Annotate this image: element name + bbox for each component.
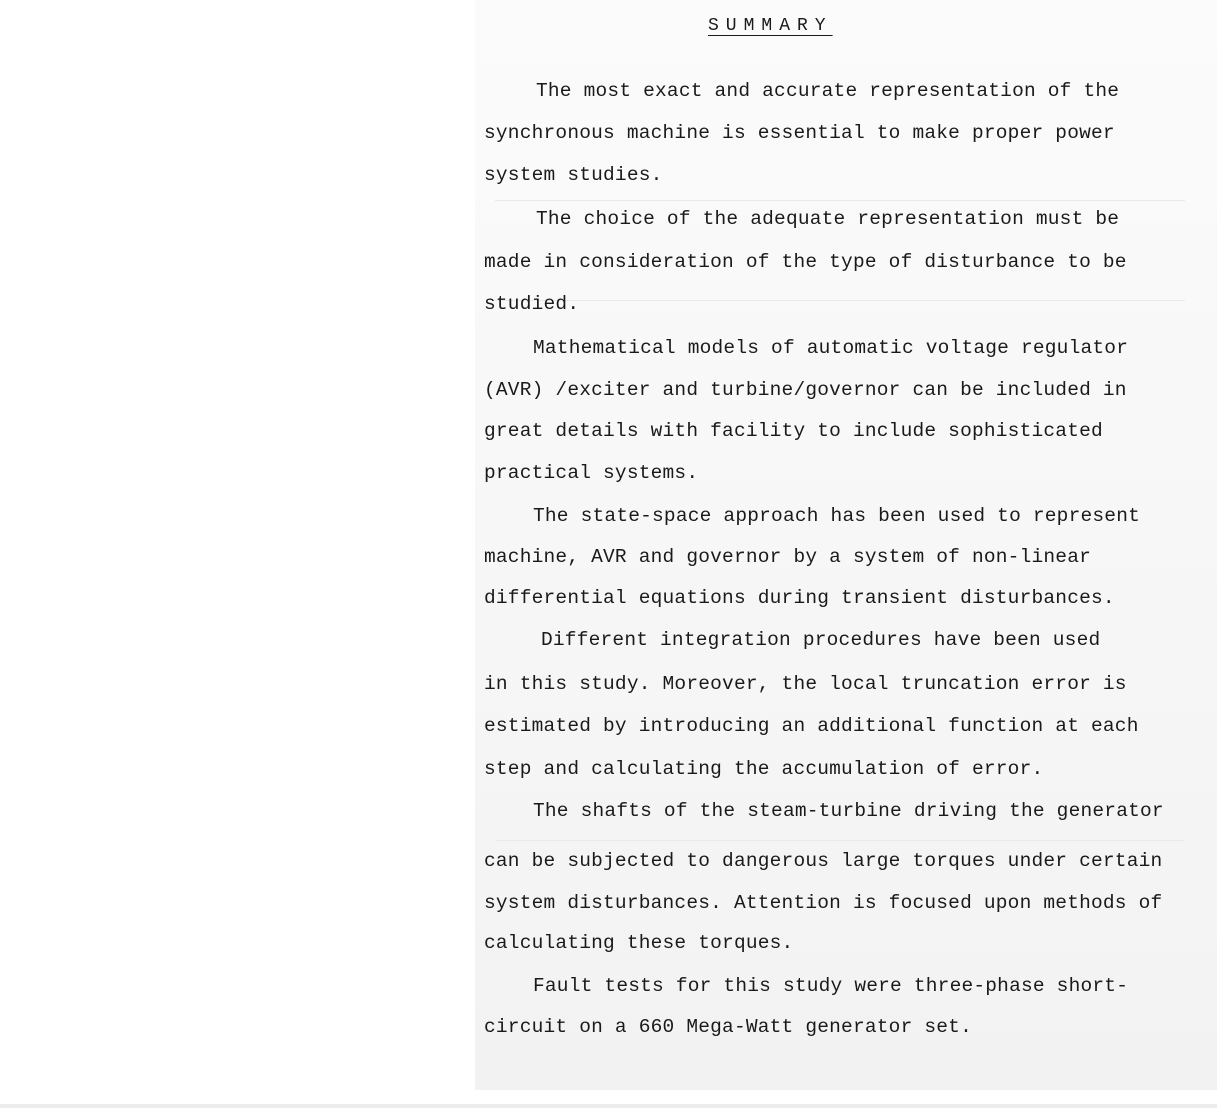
text-line: machine, AVR and governor by a system of non-linear xyxy=(484,546,1091,568)
text-line: system studies. xyxy=(484,164,663,186)
text-line: The most exact and accurate representation of the xyxy=(536,80,1120,102)
bleed-rule xyxy=(495,300,1185,301)
text-line: Fault tests for this study were three-phase short- xyxy=(533,975,1129,997)
bleed-rule xyxy=(495,840,1185,841)
text-line: Mathematical models of automatic voltage regulator xyxy=(533,337,1129,359)
text-line: The shafts of the steam-turbine driving the generator xyxy=(533,800,1164,822)
text-line: studied. xyxy=(484,293,580,315)
text-line: practical systems. xyxy=(484,462,699,484)
text-line: system disturbances. Attention is focused upon methods of xyxy=(484,892,1163,914)
text-line: estimated by introducing an additional function at each xyxy=(484,715,1139,737)
text-line: can be subjected to dangerous large torques under certain xyxy=(484,850,1163,872)
text-line: (AVR) /exciter and turbine/governor can be included in xyxy=(484,379,1127,401)
text-line: circuit on a 660 Mega-Watt generator set. xyxy=(484,1016,972,1038)
text-line: synchronous machine is essential to make proper power xyxy=(484,122,1115,144)
text-line: step and calculating the accumulation of error. xyxy=(484,758,1044,780)
text-line: The choice of the adequate representation must be xyxy=(536,208,1120,230)
bleed-rule xyxy=(495,200,1185,201)
text-line: calculating these torques. xyxy=(484,932,794,954)
text-line: made in consideration of the type of disturbance to be xyxy=(484,251,1127,273)
text-line: Different integration procedures have been used xyxy=(541,629,1101,651)
text-line: The state-space approach has been used to represent xyxy=(533,505,1140,527)
text-line: differential equations during transient disturbances. xyxy=(484,587,1115,609)
page-title: SUMMARY xyxy=(708,16,833,36)
page-bottom-edge xyxy=(0,1104,1217,1108)
text-line: great details with facility to include sophisticated xyxy=(484,420,1103,442)
text-line: in this study. Moreover, the local truncation error is xyxy=(484,673,1127,695)
